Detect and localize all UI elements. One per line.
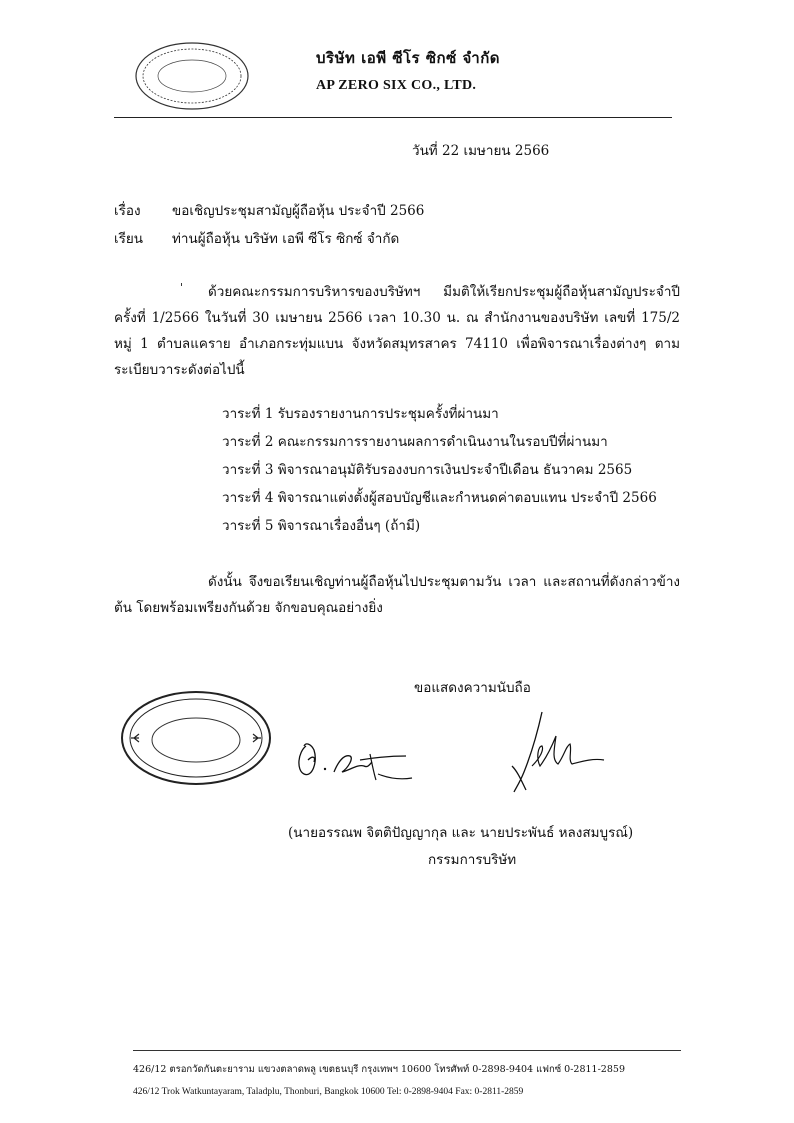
agenda-item: วาระที่ 4 พิจารณาแต่งตั้งผู้สอบบัญชีและกำหนดค่าตอบแทน ประจำปี 2566: [222, 490, 657, 506]
agenda-list: [222, 400, 657, 540]
company-stamp-icon: [118, 688, 274, 788]
signer-title: กรรมการบริษัท: [428, 852, 517, 868]
regards-line: ขอแสดงความนับถือ: [414, 680, 531, 696]
company-name-english: AP ZERO SIX CO., LTD.: [316, 78, 477, 93]
footer-divider: [133, 1050, 681, 1051]
closing-paragraph: [114, 569, 680, 621]
agenda-item: วาระที่ 1 รับรองรายงานการประชุมครั้งที่ผ่านมา: [222, 406, 499, 422]
logo-seal-icon: [133, 40, 251, 112]
subject-text: ขอเชิญประชุมสามัญผู้ถือหุ้น ประจำปี 2566: [172, 203, 425, 219]
company-name-thai: บริษัท เอพี ซีโร ซิกซ์ จำกัด: [316, 49, 501, 67]
agenda-item: วาระที่ 2 คณะกรรมการรายงานผลการดำเนินงานในรอบปีที่ผ่านมา: [222, 434, 608, 450]
closing-paragraph-text: ดังนั้น จึงขอเรียนเชิญท่านผู้ถือหุ้นไปประชุมตามวัน เวลา และสถานที่ดังกล่าวข้างต้น โดยพร้อมเพรียงกันด้วย จักขอบคุณอย่างยิ่ง: [114, 574, 680, 616]
company-stamp: [118, 688, 274, 788]
letter-date: วันที่ 22 เมษายน 2566: [412, 143, 550, 159]
intro-paragraph-text: ด้วยคณะกรรมการบริหารของบริษัทฯ มีมติให้เรียกประชุมผู้ถือหุ้นสามัญประจำปี ครั้งที่ 1/2566 ในวันที่ 30 เมษายน 2566 เวลา 10.30 น. ณ สำนักงานของบริษัท เลขที่ 175/2 หมู่ 1 ตำบลแคราย อำเภอกระทุ่มแบน จังหวัดสมุทรสาคร 74110 เพื่อพิจารณาเรื่องต่างๆ ตามระเบียบวาระดังต่อไปนี้: [114, 284, 680, 378]
subject-line: [114, 199, 424, 221]
agenda-item: วาระที่ 3 พิจารณาอนุมัติรับรองงบการเงินประจำปีเดือน ธันวาคม 2565: [222, 462, 633, 478]
recipient-line: [114, 227, 399, 249]
signer-names: (นายอรรณพ จิตติปัญญากุล และ นายประพันธ์ หลงสมบูรณ์): [288, 825, 634, 841]
agenda-item: วาระที่ 5 พิจารณาเรื่องอื่นๆ (ถ้ามี): [222, 518, 421, 534]
signature-2: [502, 706, 606, 798]
signature-2-icon: [502, 706, 606, 798]
signature-1-icon: [294, 734, 416, 786]
footer-address-thai: 426/12 ตรอกวัดกันตะยาราม แขวงตลาดพลู เขตธนบุรี กรุงเทพฯ 10600 โทรศัพท์ 0-2898-9404 แฟกซ์ 0-2811-2859: [133, 1064, 625, 1075]
stray-mark: ': [180, 281, 184, 294]
subject-label: เรื่อง: [114, 203, 141, 219]
intro-paragraph: [114, 279, 680, 383]
header-divider: [114, 117, 672, 118]
company-logo-seal: [133, 40, 251, 112]
signature-1: [294, 734, 416, 786]
recipient-label: เรียน: [114, 231, 144, 247]
recipient-text: ท่านผู้ถือหุ้น บริษัท เอพี ซีโร ซิกซ์ จำกัด: [172, 231, 400, 247]
footer-address-english: 426/12 Trok Watkuntayaram, Taladplu, Thonburi, Bangkok 10600 Tel: 0-2898-9404 Fax: 0-2811-2859: [133, 1087, 524, 1097]
